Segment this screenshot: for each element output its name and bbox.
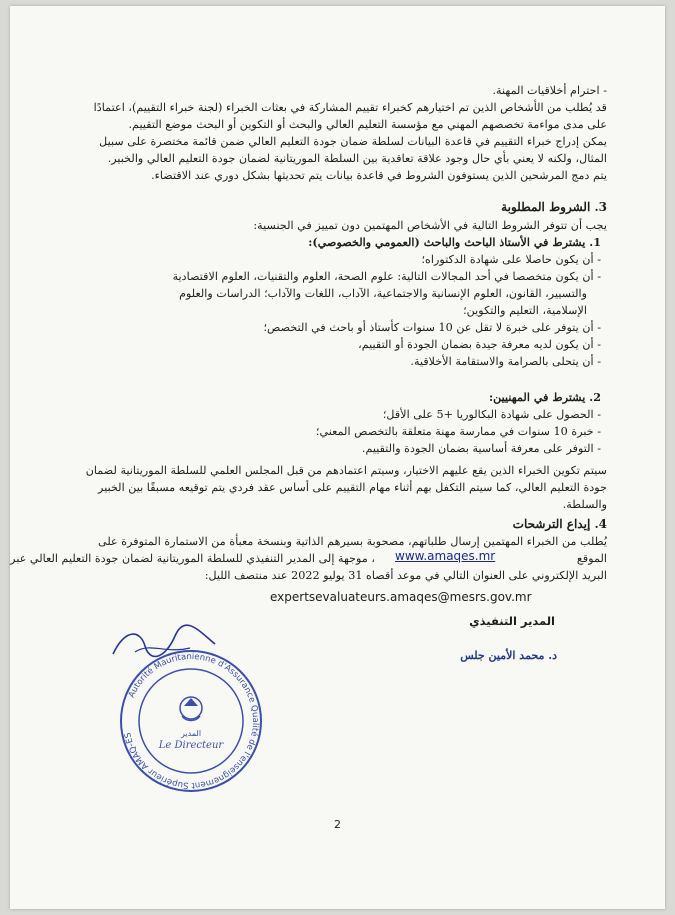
intro-paragraph-3: يتم دمج المرشحين الذين يستوفون الشروط في قاعدة بيانات يتم تحديثها بشكل دوري عند الاقتضاء. bbox=[151, 169, 607, 182]
subsection-1-item-2-cont-1: والتسيير، القانون، العلوم الإنسانية والاجتماعية، الآداب، اللغات والآداب؛ الدراسات والعلوم bbox=[179, 287, 587, 300]
stamp-center-text: Le Directeur bbox=[158, 740, 224, 751]
signatory-name: د. محمد الأمين جلس bbox=[460, 649, 557, 662]
subsection-1-item-3: - أن يتوفر على خبرة لا تقل عن 10 سنوات كأستاذ أو باحث في التخصص؛ bbox=[263, 321, 601, 334]
document-page bbox=[10, 6, 665, 909]
website-link-wrapper bbox=[395, 549, 495, 563]
subsection-2-item-3: - التوفر على معرفة أساسية بضمان الجودة والتقييم. bbox=[361, 442, 601, 455]
remuneration-line-2: جودة التعليم العالي، كما سيتم التكفل بهم أثناء مهام التقييم على أساس عقد فردي يتم توقيعه مسبقًا بين الخبير bbox=[98, 481, 607, 494]
stamp-arabic-text: المدير bbox=[180, 729, 202, 738]
subsection-1-heading: 1. يشترط في الأستاذ الباحث والباحث (العمومي والخصوصي): bbox=[308, 235, 601, 249]
email-address[interactable]: expertsevaluateurs.amaqes@mesrs.gov.mr bbox=[270, 590, 532, 604]
website-link[interactable]: www.amaqes.mr bbox=[395, 549, 496, 563]
subsection-2-item-2: - خبرة 10 سنوات في ممارسة مهنة متعلقة بالتخصص المعني؛ bbox=[315, 425, 601, 438]
emblem-icon bbox=[180, 697, 202, 721]
remuneration-line-3: والسلطة. bbox=[562, 498, 607, 511]
subsection-2-heading: 2. يشترط في المهنيين: bbox=[489, 390, 601, 404]
subsection-1-item-5: - أن يتحلى بالصرامة والاستقامة الأخلاقية. bbox=[410, 355, 601, 368]
section-4-line-3: البريد الإلكتروني على العنوان التالي في موعد أقصاه 31 يوليو 2022 عند منتصف الليل: bbox=[204, 569, 607, 582]
intro-paragraph-2-line-2: المثال، ولكنه لا يعني بأي حال وجود علاقة تعاقدية بين السلطة الموريتانية لضمان جودة التعليم العالي والخبير. bbox=[107, 152, 607, 165]
page-number: 2 bbox=[334, 818, 341, 831]
section-4-line-1: يُطلب من الخبراء المهتمين إرسال طلباتهم، مصحوبة بسيرهم الذاتية وبنسخة معبأة من الاستمارة المتوفرة على bbox=[98, 535, 607, 548]
section-4-line-2-rest: ، موجهة إلى المدير التنفيذي للسلطة الموريتانية لضمان جودة التعليم العالي عبر bbox=[10, 552, 375, 565]
remuneration-line-1: سيتم تكوين الخبراء الذين يقع عليهم الاختيار، وسيتم اعتمادهم من قبل المجلس العلمي للسلطة الموريتانية لضمان bbox=[85, 464, 607, 477]
subsection-1-item-2: - أن يكون متخصصا في أحد المجالات التالية: علوم الصحة، العلوم والتقنيات، العلوم الاقتصادية bbox=[172, 270, 601, 283]
signature-title: المدير التنفيذي bbox=[469, 614, 555, 628]
ethics-line: - احترام أخلاقيات المهنة. bbox=[492, 84, 607, 97]
stamp-outer-text: Autorité Mauritanienne d'Assurance Qualité de l'enseignement Supérieur AMAQ-ES bbox=[123, 651, 261, 791]
subsection-2-item-1: - الحصول على شهادة البكالوريا +5 على الأقل؛ bbox=[382, 408, 601, 421]
section-3-heading: 3. الشروط المطلوبة bbox=[501, 200, 607, 214]
subsection-1-item-4: - أن يكون لديه معرفة جيدة بضمان الجودة أو التقييم، bbox=[358, 338, 601, 351]
official-stamp bbox=[116, 646, 266, 796]
subsection-1-item-1: - أن يكون حاصلا على شهادة الدكتوراه؛ bbox=[421, 253, 601, 266]
intro-paragraph-2-line-1: يمكن إدراج خبراء التقييم في قاعدة البيانات لسلطة ضمان جودة التعليم العالي ضمن قائمة مختصرة على سبيل bbox=[99, 135, 607, 148]
subsection-1-item-2-cont-2: الإسلامية، التعليم والتكوين؛ bbox=[463, 304, 587, 317]
section-4-heading: 4. إيداع الترشحات bbox=[512, 517, 607, 531]
intro-paragraph-1-line-2: على مدى مواءمة تخصصهم المهني مع مؤسسة التعليم العالي والبحث أو التكوين أو البحث موضع التقييم. bbox=[128, 118, 607, 131]
section-4-line-2-label: الموقع bbox=[576, 552, 607, 565]
section-3-intro: يجب أن تتوفر الشروط التالية في الأشخاص المهتمين دون تمييز في الجنسية: bbox=[253, 219, 607, 232]
intro-paragraph-1-line-1: قد يُطلب من الأشخاص الذين تم اختيارهم كخبراء تقييم المشاركة في بعثات الخبراء (لجنة خبراء التقييم)، اعتمادًا bbox=[93, 101, 607, 114]
